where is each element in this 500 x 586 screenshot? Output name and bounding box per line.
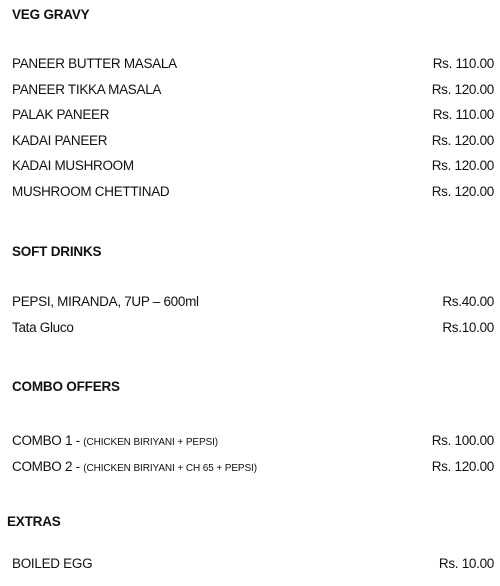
- item-name: PANEER BUTTER MASALA: [12, 56, 177, 71]
- menu-item: [0, 433, 500, 451]
- menu-item: [0, 56, 500, 74]
- section-heading-extras: EXTRAS: [7, 514, 61, 529]
- menu-item: [0, 107, 500, 125]
- combo-name: COMBO 1 -: [12, 433, 84, 448]
- item-price: Rs. 120.00: [431, 158, 494, 173]
- item-price: Rs. 10.00: [438, 556, 494, 571]
- menu-item: [0, 294, 500, 312]
- combo-contents: (CHICKEN BIRIYANI + CH 65 + PEPSI): [83, 463, 257, 474]
- item-name: Tata Gluco: [12, 320, 74, 335]
- menu-item: [0, 556, 500, 574]
- menu-item: [0, 459, 500, 477]
- menu-item: [0, 320, 500, 338]
- item-name: BOILED EGG: [12, 556, 93, 571]
- item-name: PANEER TIKKA MASALA: [12, 82, 162, 97]
- item-name: KADAI MUSHROOM: [12, 158, 134, 173]
- combo-contents: (CHICKEN BIRIYANI + PEPSI): [83, 437, 219, 448]
- item-name: KADAI PANEER: [12, 133, 108, 148]
- item-price: Rs. 100.00: [431, 433, 494, 448]
- item-name: [12, 433, 218, 448]
- combo-name: COMBO 2 -: [12, 459, 84, 474]
- item-name: [12, 459, 257, 474]
- menu-item: [0, 82, 500, 100]
- menu-item: [0, 158, 500, 176]
- item-name: MUSHROOM CHETTINAD: [12, 184, 170, 199]
- section-heading-combo-offers: COMBO OFFERS: [12, 379, 120, 394]
- item-price: Rs. 120.00: [431, 459, 494, 474]
- item-name: PALAK PANEER: [12, 107, 110, 122]
- menu-item: [0, 184, 500, 202]
- item-name: PEPSI, MIRANDA, 7UP – 600ml: [12, 294, 199, 309]
- item-price: Rs. 120.00: [431, 133, 494, 148]
- item-price: Rs. 110.00: [432, 107, 494, 122]
- item-price: Rs. 120.00: [431, 184, 494, 199]
- menu-item: [0, 133, 500, 151]
- item-price: Rs.10.00: [442, 320, 494, 335]
- item-price: Rs.40.00: [442, 294, 494, 309]
- item-price: Rs. 110.00: [432, 56, 494, 71]
- section-heading-soft-drinks: SOFT DRINKS: [12, 244, 102, 259]
- item-price: Rs. 120.00: [431, 82, 494, 97]
- section-heading-veg-gravy: VEG GRAVY: [12, 7, 90, 22]
